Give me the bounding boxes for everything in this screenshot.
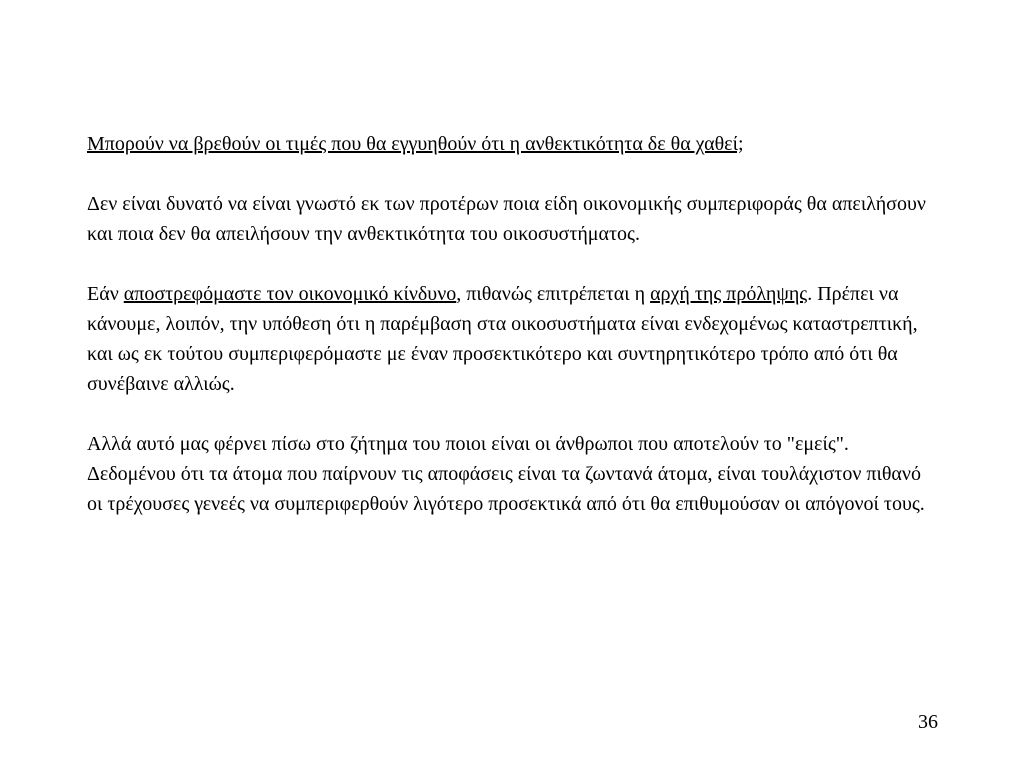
- precautionary-principle-link[interactable]: αρχή της πρόληψης: [650, 283, 808, 305]
- page-number: 36: [918, 711, 938, 733]
- paragraph-generations: Αλλά αυτό μας φέρνει πίσω στο ζήτημα του ποιοι είναι οι άνθρωποι που αποτελούν το "εμείς". Δεδομένου ότι τα άτομα που παίρνουν τις αποφάσεις είναι τα ζωντανά άτομα, είναι τουλάχιστον πιθανό οι τρέχουσες γενεές να συμπεριφερθούν λιγότερο προσεκτικά από ότι θα επιθυμούσαν οι απόγονοί τους.: [87, 433, 925, 515]
- risk-aversion-link[interactable]: αποστρεφόμαστε τον οικονομικό κίνδυνο: [123, 283, 457, 305]
- paragraph-precaution-text-2: , πιθανώς επιτρέπεται η: [456, 283, 651, 305]
- slide-content: [87, 129, 937, 519]
- slide-question-heading: Μπορούν να βρεθούν οι τιμές που θα εγγυηθούν ότι η ανθεκτικότητα δε θα χαθεί;: [87, 133, 744, 155]
- paragraph-precaution-text-1: Εάν: [87, 283, 124, 305]
- paragraph-uncertainty: Δεν είναι δυνατό να είναι γνωστό εκ των προτέρων ποια είδη οικονομικής συμπεριφοράς θα απειλήσουν και ποια δεν θα απειλήσουν την ανθεκτικότητα του οικοσυστήματος.: [87, 193, 926, 245]
- paragraph-precaution: [87, 279, 937, 399]
- paragraph-precaution-text-3: . Πρέπει να κάνουμε, λοιπόν, την υπόθεση ότι η παρέμβαση στα οικοσυστήματα είναι ενδεχομένως καταστρεπτική, και ως εκ τούτου συμπεριφερόμαστε με έναν προσεκτικότερο και συντηρητικότερο τρόπο από ότι θα συνέβαινε αλλιώς.: [87, 283, 918, 395]
